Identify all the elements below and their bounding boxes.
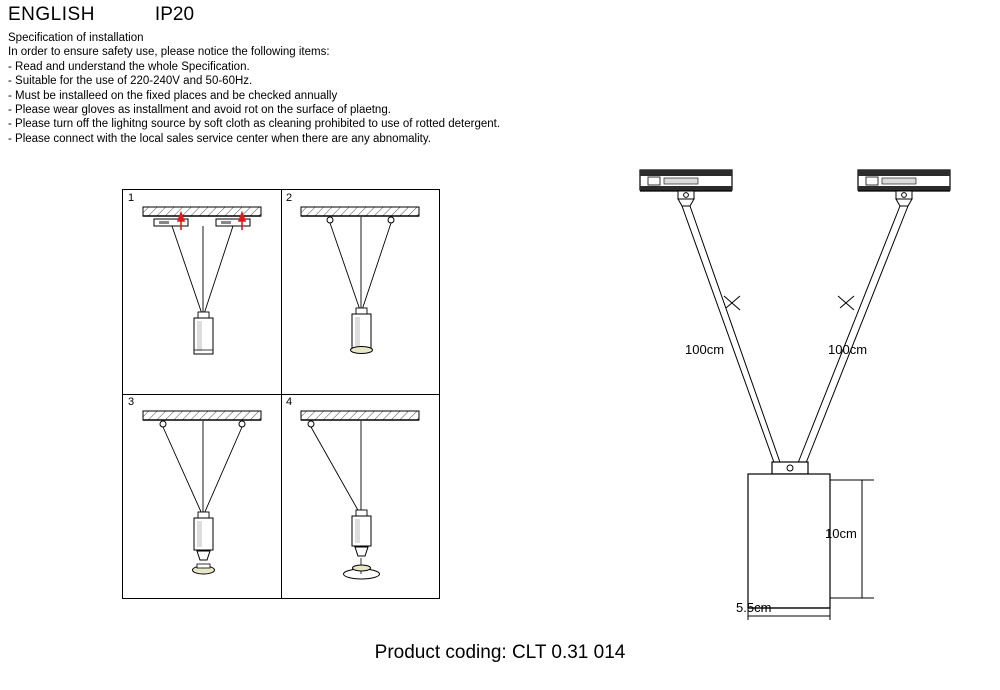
step-1-diagram bbox=[123, 190, 281, 394]
step-number: 1 bbox=[128, 192, 135, 204]
spec-item: - Must be installeed on the fixed places and be checked annually bbox=[8, 89, 338, 102]
ip-rating-label: IP20 bbox=[154, 4, 195, 25]
spec-item: - Please turn off the lighitng source by soft cloth as cleaning prohibited to use of rotted detergent. bbox=[8, 118, 501, 131]
dimension-label-cable-right: 100cm bbox=[828, 342, 868, 357]
left-suspension-cable bbox=[682, 206, 782, 468]
right-track-head bbox=[858, 170, 950, 206]
junction-block bbox=[772, 462, 808, 474]
spec-title: Specification of installation bbox=[8, 32, 144, 44]
spec-item: - Please wear gloves as installment and avoid rot on the surface of plaetng. bbox=[8, 104, 391, 117]
dimension-label-width: 5.5cm bbox=[736, 600, 772, 615]
step-number: 4 bbox=[286, 396, 293, 408]
language-label: ENGLISH bbox=[8, 4, 95, 25]
step-number: 3 bbox=[128, 396, 135, 408]
spec-intro: In order to ensure safety use, please notice the following items: bbox=[8, 46, 330, 59]
dimension-label-cable-left: 100cm bbox=[685, 342, 725, 357]
specification-block bbox=[8, 31, 500, 146]
step-1-cell bbox=[123, 190, 281, 394]
right-suspension-cable bbox=[796, 206, 908, 468]
dimension-label-height: 10cm bbox=[825, 526, 857, 541]
spec-item: - Please connect with the local sales service center when there are any abnomality. bbox=[8, 132, 431, 145]
page-header bbox=[8, 4, 194, 26]
step-3-diagram bbox=[123, 394, 281, 598]
product-coding-footer: Product coding: CLT 0.31 014 bbox=[374, 642, 626, 663]
step-2-diagram bbox=[281, 190, 439, 394]
lamp-body bbox=[748, 474, 830, 608]
dimension-diagram bbox=[600, 150, 990, 630]
step-3-cell bbox=[123, 394, 281, 598]
left-track-head bbox=[640, 170, 732, 206]
step-number: 2 bbox=[286, 192, 293, 204]
spec-item: - Read and understand the whole Specification. bbox=[8, 60, 250, 73]
step-4-cell bbox=[281, 394, 439, 598]
spec-item: - Suitable for the use of 220-240V and 50-60Hz. bbox=[8, 75, 253, 88]
installation-steps-panel bbox=[122, 189, 440, 599]
step-2-cell bbox=[281, 190, 439, 394]
dimension-diagram-svg bbox=[600, 150, 990, 630]
step-4-diagram bbox=[281, 394, 439, 598]
